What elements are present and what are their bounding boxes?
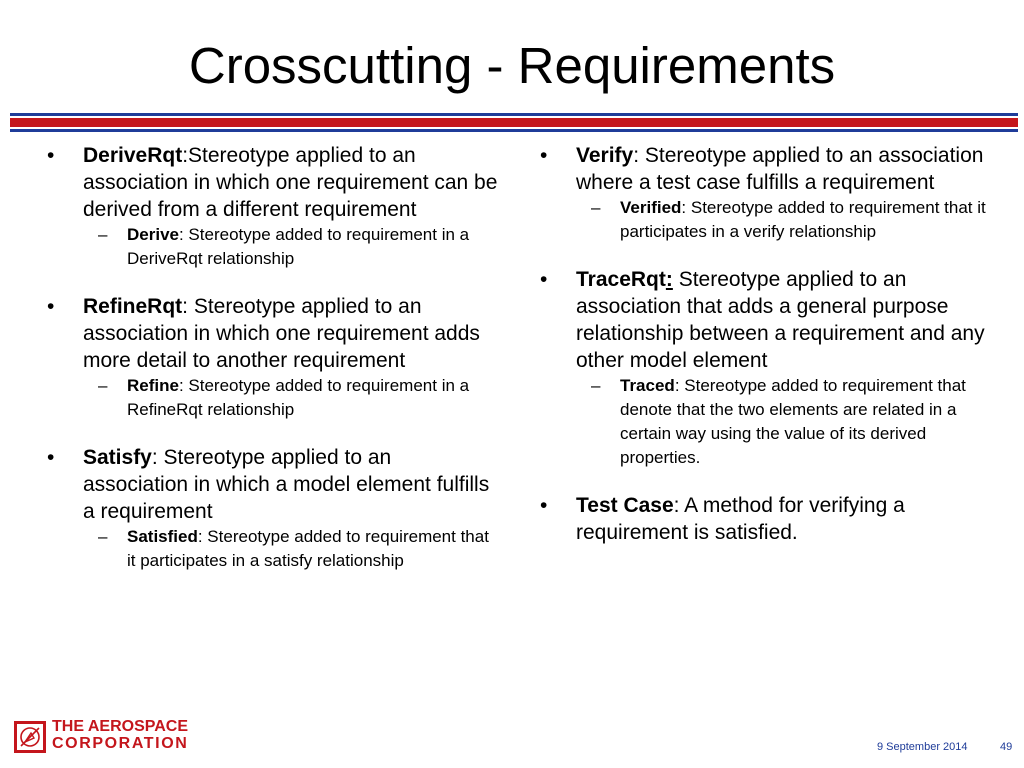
dash-icon: – — [98, 376, 108, 395]
item-term: RefineRqt — [83, 295, 183, 318]
bullet-icon: • — [540, 494, 548, 517]
bullet-icon: • — [47, 295, 55, 318]
page-number: 49 — [1000, 741, 1013, 753]
title-rule-top — [10, 113, 1018, 116]
item-term: TraceRqt — [576, 268, 666, 291]
dash-icon: – — [98, 527, 108, 546]
aerospace-logo — [14, 718, 204, 756]
slide-title: Crosscutting - Requirements — [188, 37, 836, 94]
dash-icon: – — [591, 198, 601, 217]
sub-term: Verified — [620, 198, 682, 217]
item-term: Satisfy — [83, 446, 152, 469]
item-term: DeriveRqt — [83, 144, 183, 167]
aerospace-logo-icon — [14, 721, 46, 753]
item-description: : Stereotype applied to an association in which one requirement adds more detail to another requirement — [83, 295, 480, 372]
sub-description: : Stereotype added to requirement that denote that the two elements are related in a certain way using the value of its derived properties. — [620, 376, 966, 467]
sub-item — [540, 196, 990, 244]
bullet-item — [47, 142, 502, 223]
sub-item — [47, 525, 502, 573]
bullet-icon: • — [47, 144, 55, 167]
item-description: Stereotype applied to an association that adds a general purpose relationship between a requirement and any other model element — [576, 268, 985, 372]
bullet-item — [540, 266, 990, 374]
dash-icon: – — [591, 376, 601, 395]
sub-term: Refine — [127, 376, 179, 395]
sub-description: : Stereotype added to requirement in a RefineRqt relationship — [127, 376, 470, 419]
bullet-icon: • — [47, 446, 55, 469]
sub-description: : Stereotype added to requirement in a DeriveRqt relationship — [127, 225, 470, 268]
sub-item — [540, 374, 990, 470]
sub-description: : Stereotype added to requirement that it participates in a satisfy relationship — [127, 527, 489, 570]
bullet-item — [540, 142, 990, 196]
bullet-item — [47, 444, 502, 525]
item-term: Verify — [576, 144, 634, 167]
title-rule-middle — [10, 118, 1018, 127]
right-column — [540, 142, 990, 546]
bullet-item — [540, 492, 990, 546]
sub-description: : Stereotype added to requirement that it participates in a verify relationship — [620, 198, 986, 241]
sub-item — [47, 374, 502, 422]
bullet-icon: • — [540, 144, 548, 167]
item-term: Test Case — [576, 494, 674, 517]
dash-icon: – — [98, 225, 108, 244]
logo-line1: THE AEROSPACE — [52, 718, 189, 735]
logo-text — [52, 718, 188, 752]
logo-line2: CORPORATION — [52, 735, 189, 752]
footer-date: 9 September 2014 — [877, 741, 968, 753]
item-description: : Stereotype applied to an association where a test case fulfills a requirement — [576, 144, 984, 194]
sub-term: Derive — [127, 225, 179, 244]
item-description: :Stereotype applied to an association in which one requirement can be derived from a different requirement — [83, 144, 498, 221]
left-column — [47, 142, 502, 573]
bullet-item — [47, 293, 502, 374]
sub-term: Traced — [620, 376, 675, 395]
sub-item — [47, 223, 502, 271]
title-rule-bottom — [10, 129, 1018, 132]
item-description: : Stereotype applied to an association in which a model element fulfills a requirement — [83, 446, 490, 523]
bullet-icon: • — [540, 268, 548, 291]
item-term-colon: : — [665, 268, 673, 291]
sub-term: Satisfied — [127, 527, 198, 546]
logo-mark-icon — [17, 724, 43, 750]
item-description: : A method for verifying a requirement is satisfied. — [576, 494, 905, 544]
